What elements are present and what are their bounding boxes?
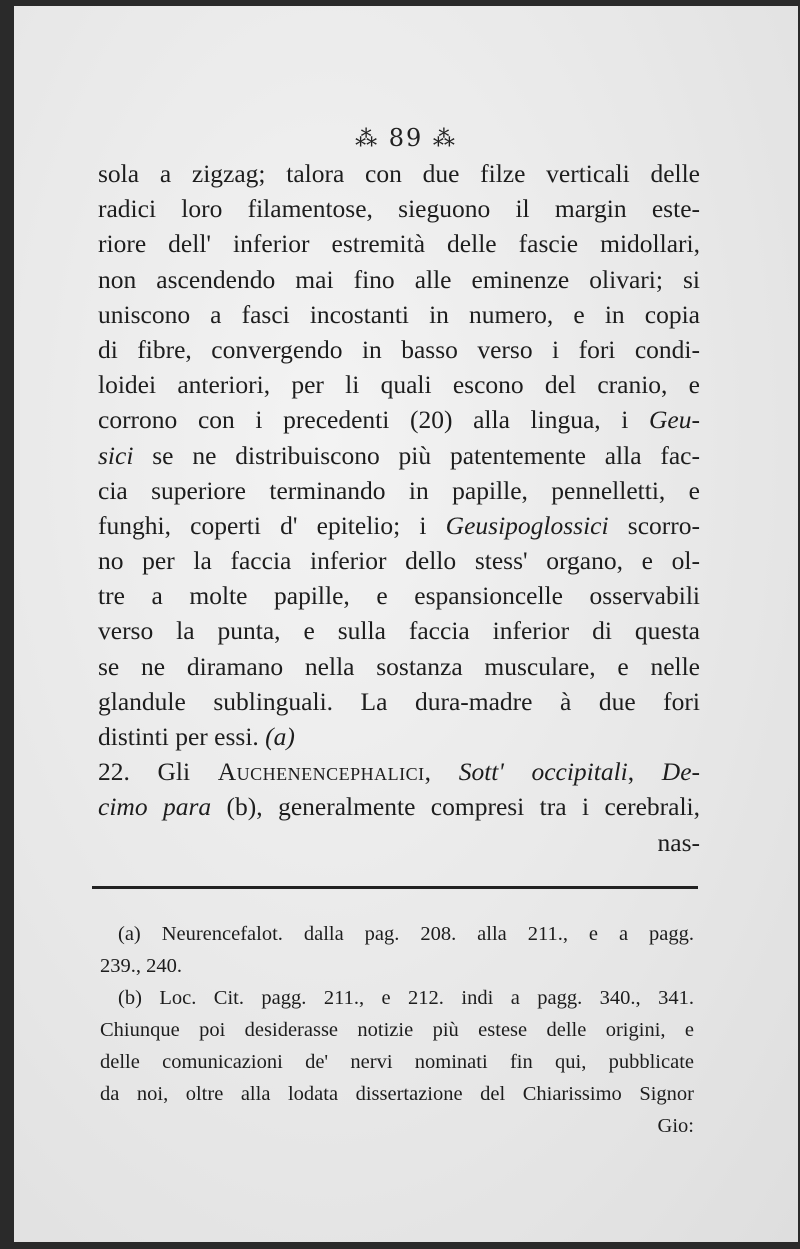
footnote-line: (a) Neurencefalot. dalla pag. 208. alla 211., e a pagg. [118,923,694,945]
small-caps-term: Auchenencephalici [217,757,425,787]
text-line [98,754,700,789]
text-line: non ascendendo mai fino alle eminenze olivari; si [98,264,700,294]
italic-term: cimo para [98,792,212,822]
ornament-right-icon: ⁂ [432,127,457,152]
page-number: 89 [388,124,424,152]
text-run: scorro- [608,510,700,540]
text-run: distinti per essi. [98,722,266,751]
text-line: verso la punta, e sulla faccia inferior di questa [98,616,700,646]
italic-term: Geu- [649,405,700,435]
page-header [14,124,798,152]
book-page [14,6,798,1242]
text-line: no per la faccia inferior dello stess' organo, e ol- [98,546,700,576]
text-line: loidei anteriori, per li quali escono del cranio, e [98,370,700,400]
text-line: sola a zigzag; talora con due filze verticali delle [98,159,700,188]
text-line: se ne diramano nella sostanza musculare, e nelle [98,651,700,681]
footnote-line: (b) Loc. Cit. pagg. 211., e 212. indi a pagg. 340., 341. [118,987,694,1009]
footnotes [100,918,694,1142]
text-run: , [627,757,662,787]
footnote-line: da noi, oltre alla lodata dissertazione del Chiarissimo Signor [100,1083,694,1105]
text-run: corrono con i precedenti (20) alla lingua, i [98,405,650,435]
text-line [98,508,700,543]
text-run: 22. Gli [98,757,218,787]
catchword: nas- [657,827,700,857]
footnote-catchword: Gio: [657,1115,694,1137]
text-line [98,789,700,824]
text-line [98,438,700,473]
text-line: di fibre, convergendo in basso verso i fori condi- [98,334,700,364]
text-run: se ne distribuiscono più patentemente alla fac- [133,440,700,470]
text-run: funghi, coperti d' epitelio; i [98,510,446,540]
text-line: glandule sublinguali. La dura-madre à due fori [98,686,700,716]
ornament-left-icon: ⁂ [355,127,380,152]
italic-term: sici [98,440,134,470]
footnote-line: Chiunque poi desiderasse notizie più estese delle origini, e [100,1019,694,1041]
italic-term: Geusipoglossici [445,510,609,540]
text-line: tre a molte papille, e espansioncelle osservabili [98,581,700,611]
text-line: uniscono a fasci incostanti in numero, e in copia [98,299,700,329]
text-line [98,719,700,754]
text-line: cia superiore terminando in papille, pennelletti, e [98,475,700,505]
text-line [98,402,700,437]
text-line: radici loro filamentose, sieguono il margin este- [98,194,700,224]
main-text [98,156,700,860]
italic-term: Sott' occipitali [458,757,628,787]
italic-term: De- [661,757,701,787]
text-run: , [424,757,459,787]
footnote-line: 239., 240. [100,955,182,977]
footnote-line: delle comunicazioni de' nervi nominati fin qui, pubblicate [100,1051,694,1073]
footnote-rule [92,886,698,889]
text-run: (b), generalmente compresi tra i cerebrali, [211,792,700,822]
footnote-ref: (a) [265,722,295,751]
text-line: riore dell' inferior estremità delle fascie midollari, [98,229,700,259]
